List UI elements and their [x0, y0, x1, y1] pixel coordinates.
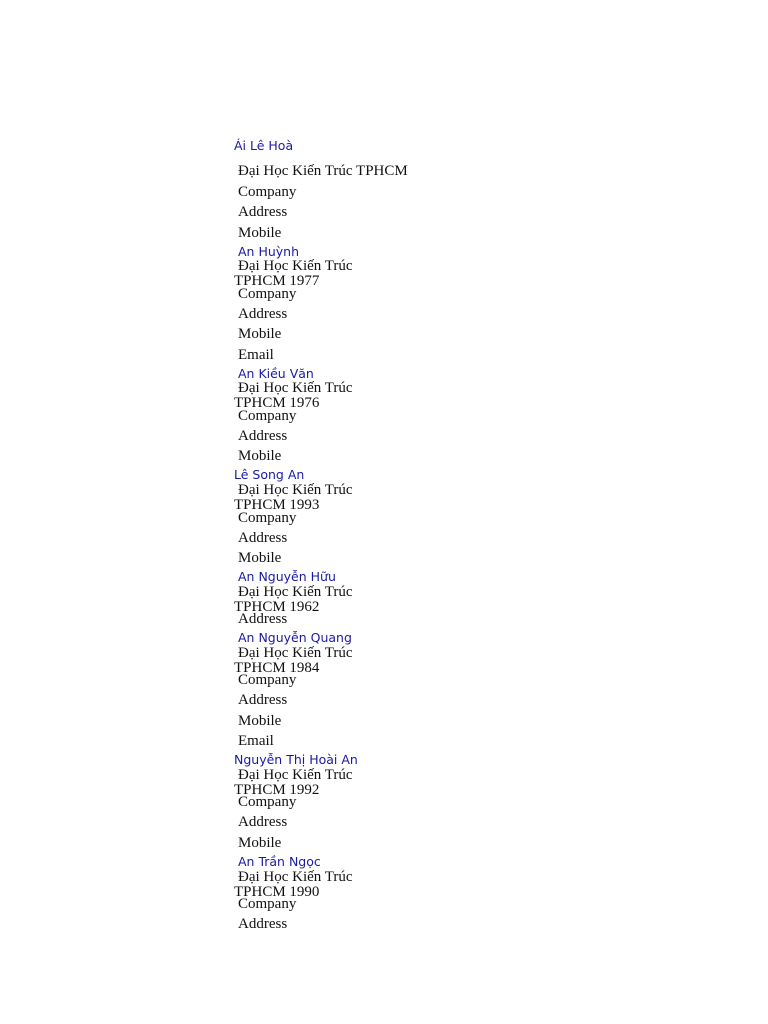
organization-line-2: TPHCM 1992 — [234, 782, 320, 798]
field-label: Mobile — [238, 448, 282, 464]
field-label: Company — [238, 510, 297, 526]
contact-name: Ái Lê Hoà — [234, 138, 294, 153]
contact-name: An Nguyễn Hữu — [238, 569, 336, 584]
field-label: Company — [238, 184, 297, 200]
contact-organization — [234, 482, 362, 513]
field-label: Mobile — [238, 550, 282, 566]
field-label: Address — [238, 814, 288, 830]
field-label: Mobile — [238, 713, 282, 729]
field-label: Address — [238, 611, 288, 627]
field-label: Email — [238, 347, 274, 363]
contact-name: An Huỳnh — [238, 244, 300, 259]
field-label: Address — [238, 428, 288, 444]
contact-organization — [234, 380, 362, 411]
field-label: Address — [238, 692, 288, 708]
organization-line-2: TPHCM 1984 — [234, 660, 320, 676]
field-label: Mobile — [238, 326, 282, 342]
organization-line-1: Đại Học Kiến Trúc — [238, 380, 353, 396]
field-label: Address — [238, 306, 288, 322]
contact-name: An Nguyễn Quang — [238, 630, 352, 645]
field-label: Mobile — [238, 835, 282, 851]
organization-text: Đại Học Kiến Trúc TPHCM — [238, 163, 408, 179]
organization-line-1: Đại Học Kiến Trúc — [238, 869, 353, 885]
organization-line-1: Đại Học Kiến Trúc — [238, 258, 353, 274]
field-label: Address — [238, 916, 288, 932]
field-label: Company — [238, 408, 297, 424]
field-label: Company — [238, 794, 297, 810]
organization-line-1: Đại Học Kiến Trúc — [238, 482, 353, 498]
organization-line-2: TPHCM 1962 — [234, 599, 320, 615]
field-label: Company — [238, 286, 297, 302]
contact-organization — [234, 161, 408, 181]
contact-name: Nguyễn Thị Hoài An — [234, 752, 358, 767]
contact-organization — [234, 767, 362, 798]
organization-line-1: Đại Học Kiến Trúc — [238, 584, 353, 600]
contact-organization — [234, 584, 362, 615]
organization-line-2: TPHCM 1977 — [234, 273, 320, 289]
organization-line-1: Đại Học Kiến Trúc — [238, 645, 353, 661]
contact-name: An Kiều Văn — [238, 366, 314, 381]
organization-line-2: TPHCM 1976 — [234, 395, 320, 411]
organization-line-2: TPHCM 1993 — [234, 497, 320, 513]
field-label: Mobile — [238, 225, 282, 241]
contact-organization — [234, 869, 362, 900]
contact-name: An Trần Ngọc — [238, 854, 321, 869]
contact-organization — [234, 258, 362, 289]
field-label: Address — [238, 204, 288, 220]
contact-organization — [234, 645, 362, 676]
organization-line-2: TPHCM 1990 — [234, 884, 320, 900]
field-label: Email — [238, 733, 274, 749]
contact-name: Lê Song An — [234, 467, 305, 482]
organization-line-1: Đại Học Kiến Trúc — [238, 767, 353, 783]
field-label: Company — [238, 896, 297, 912]
field-label: Address — [238, 530, 288, 546]
field-label: Company — [238, 672, 297, 688]
